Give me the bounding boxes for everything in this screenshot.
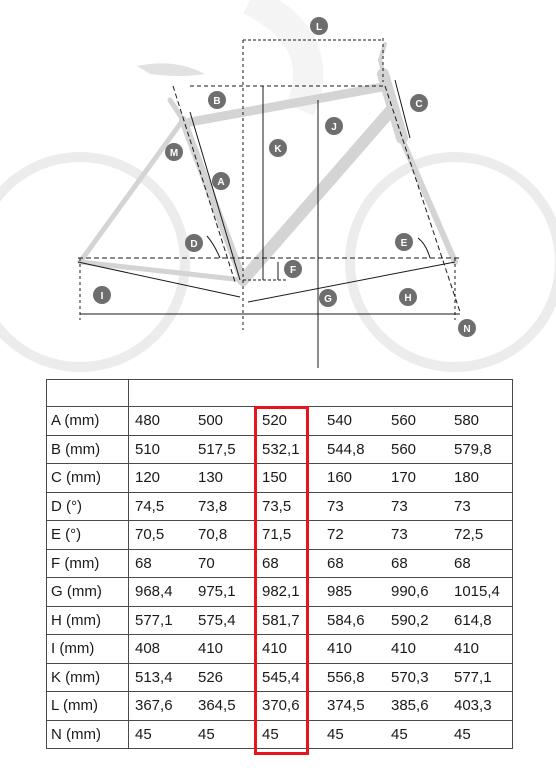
table-cell: 68 xyxy=(385,549,448,578)
marker-A-label: A xyxy=(217,177,225,188)
marker-D xyxy=(185,234,203,252)
marker-K-label: K xyxy=(274,144,282,155)
saddle xyxy=(137,63,205,76)
table-body xyxy=(47,407,513,749)
table-cell: 544,8 xyxy=(321,435,385,464)
table-cell: 68 xyxy=(129,549,193,578)
row-label: D (°) xyxy=(47,492,129,521)
marker-B-label: B xyxy=(213,96,221,107)
table-header-row xyxy=(47,380,513,407)
table-cell: 73 xyxy=(385,521,448,550)
table-cell: 72 xyxy=(321,521,385,550)
table-cell: 160 xyxy=(321,464,385,493)
marker-H xyxy=(399,288,417,306)
table-cell: 577,1 xyxy=(448,663,513,692)
table-cell: 70,5 xyxy=(129,521,193,550)
header-span-cell xyxy=(129,380,513,407)
table-cell: 370,6 xyxy=(256,692,321,721)
marker-N-label: N xyxy=(463,324,471,335)
table-row xyxy=(47,464,513,493)
table-row xyxy=(47,663,513,692)
table-cell: 45 xyxy=(321,720,385,749)
table-cell: 513,4 xyxy=(129,663,193,692)
table-cell: 120 xyxy=(129,464,193,493)
marker-F xyxy=(284,260,302,278)
table-cell: 45 xyxy=(129,720,193,749)
table-cell: 180 xyxy=(448,464,513,493)
table-cell: 985 xyxy=(321,578,385,607)
row-label: K (mm) xyxy=(47,663,129,692)
table-cell: 70 xyxy=(192,549,256,578)
table-cell: 579,8 xyxy=(448,435,513,464)
table-cell: 581,7 xyxy=(256,606,321,635)
table-cell: 540 xyxy=(321,407,385,436)
row-label: B (mm) xyxy=(47,435,129,464)
row-label: A (mm) xyxy=(47,407,129,436)
marker-G-label: G xyxy=(324,294,332,305)
header-corner-cell xyxy=(47,380,129,407)
table-cell: 968,4 xyxy=(129,578,193,607)
table-cell: 71,5 xyxy=(256,521,321,550)
table-cell: 526 xyxy=(192,663,256,692)
table-cell: 560 xyxy=(385,407,448,436)
table-cell: 45 xyxy=(385,720,448,749)
table-cell: 982,1 xyxy=(256,578,321,607)
table-cell: 580 xyxy=(448,407,513,436)
table-cell: 385,6 xyxy=(385,692,448,721)
row-label: E (°) xyxy=(47,521,129,550)
table-cell: 150 xyxy=(256,464,321,493)
row-label: G (mm) xyxy=(47,578,129,607)
table-row xyxy=(47,492,513,521)
table-cell: 73 xyxy=(321,492,385,521)
row-label: F (mm) xyxy=(47,549,129,578)
table-cell: 364,5 xyxy=(192,692,256,721)
table-cell: 584,6 xyxy=(321,606,385,635)
marker-N xyxy=(458,319,476,337)
marker-L-label: L xyxy=(315,22,323,33)
table-row xyxy=(47,720,513,749)
table-cell: 520 xyxy=(256,407,321,436)
table-cell: 560 xyxy=(385,435,448,464)
table-cell: 410 xyxy=(448,635,513,664)
table-cell: 45 xyxy=(256,720,321,749)
table-cell: 45 xyxy=(448,720,513,749)
marker-L xyxy=(310,17,328,35)
table-row xyxy=(47,435,513,464)
marker-C-label: C xyxy=(415,99,423,110)
table-row xyxy=(47,578,513,607)
table-cell: 480 xyxy=(129,407,193,436)
table-cell: 577,1 xyxy=(129,606,193,635)
row-label: C (mm) xyxy=(47,464,129,493)
table-cell: 403,3 xyxy=(448,692,513,721)
table-cell: 410 xyxy=(321,635,385,664)
table-cell: 68 xyxy=(321,549,385,578)
table-cell: 570,3 xyxy=(385,663,448,692)
table-cell: 975,1 xyxy=(192,578,256,607)
geometry-table xyxy=(46,379,513,749)
marker-M-label: M xyxy=(169,148,179,159)
row-label: L (mm) xyxy=(47,692,129,721)
table-cell: 72,5 xyxy=(448,521,513,550)
row-label: H (mm) xyxy=(47,606,129,635)
table-cell: 70,8 xyxy=(192,521,256,550)
table-cell: 990,6 xyxy=(385,578,448,607)
marker-J xyxy=(325,117,343,135)
marker-B xyxy=(208,91,226,109)
table-cell: 68 xyxy=(256,549,321,578)
table-cell: 590,2 xyxy=(385,606,448,635)
marker-E-label: E xyxy=(400,238,408,249)
marker-H-label: H xyxy=(404,293,412,304)
marker-D-label: D xyxy=(190,239,198,250)
table-cell: 73,5 xyxy=(256,492,321,521)
table-cell: 170 xyxy=(385,464,448,493)
table-row xyxy=(47,407,513,436)
table-cell: 367,6 xyxy=(129,692,193,721)
table-row xyxy=(47,606,513,635)
table-cell: 410 xyxy=(256,635,321,664)
table-cell: 410 xyxy=(192,635,256,664)
table-cell: 73,8 xyxy=(192,492,256,521)
row-label: N (mm) xyxy=(47,720,129,749)
marker-A xyxy=(212,172,230,190)
table-cell: 556,8 xyxy=(321,663,385,692)
marker-J-label: J xyxy=(331,122,337,133)
marker-K xyxy=(269,139,287,157)
table-cell: 45 xyxy=(192,720,256,749)
table-cell: 1015,4 xyxy=(448,578,513,607)
marker-G xyxy=(319,289,337,307)
table-cell: 374,5 xyxy=(321,692,385,721)
table-cell: 410 xyxy=(385,635,448,664)
bike-geometry-diagram xyxy=(0,0,556,372)
table-cell: 500 xyxy=(192,407,256,436)
table-cell: 73 xyxy=(448,492,513,521)
table-cell: 73 xyxy=(385,492,448,521)
table-cell: 545,4 xyxy=(256,663,321,692)
marker-F-label: F xyxy=(289,265,297,276)
background-swoosh xyxy=(250,0,308,110)
table-cell: 532,1 xyxy=(256,435,321,464)
table-cell: 68 xyxy=(448,549,513,578)
table-row xyxy=(47,549,513,578)
table-row xyxy=(47,635,513,664)
table-row xyxy=(47,521,513,550)
table-cell: 575,4 xyxy=(192,606,256,635)
table-row xyxy=(47,692,513,721)
table-cell: 408 xyxy=(129,635,193,664)
marker-I-label: I xyxy=(100,291,104,302)
table-cell: 130 xyxy=(192,464,256,493)
marker-I xyxy=(93,286,111,304)
table-cell: 74,5 xyxy=(129,492,193,521)
measurement-lines xyxy=(78,38,460,368)
marker-M xyxy=(165,143,183,161)
table-cell: 614,8 xyxy=(448,606,513,635)
table-cell: 510 xyxy=(129,435,193,464)
row-label: I (mm) xyxy=(47,635,129,664)
table-cell: 517,5 xyxy=(192,435,256,464)
marker-E xyxy=(395,233,413,251)
marker-C xyxy=(410,94,428,112)
